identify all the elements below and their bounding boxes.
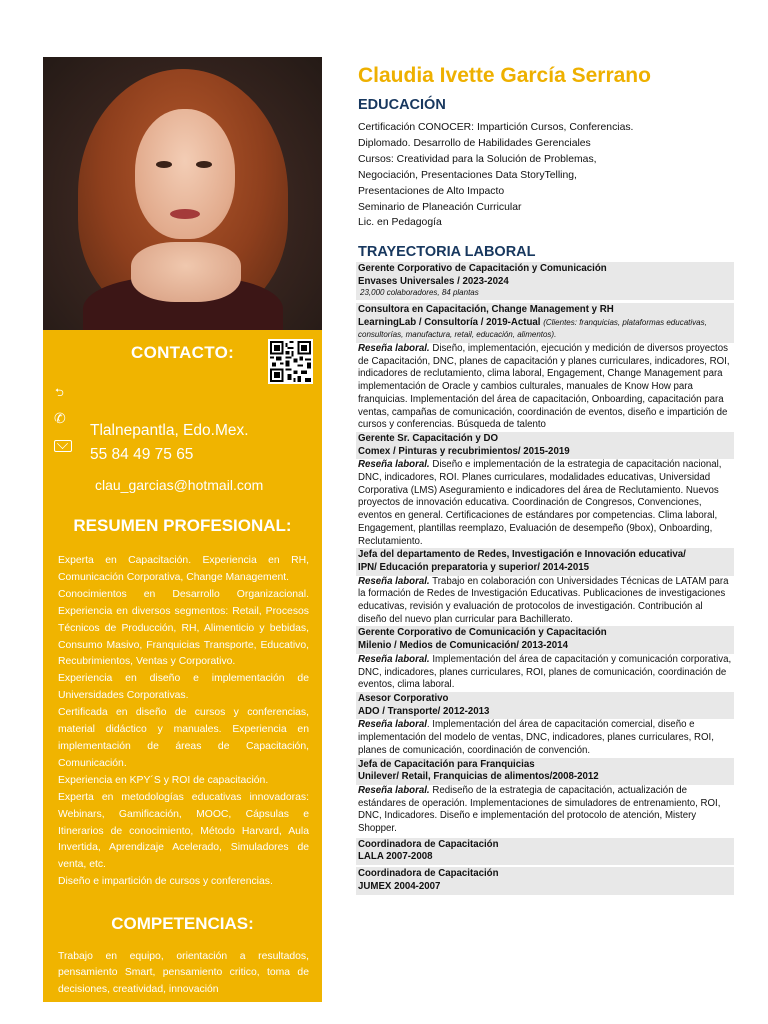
resumen-paragraph: Certificada en diseño de cursos y conferencias, material didáctico y manuales. Experiencia en implementación de áreas de Capacitación, Comunicación.	[58, 707, 309, 769]
job-desc-label: Reseña laboral.	[358, 459, 430, 471]
job-role: Jefa del departamento de Redes, Investigación e Innovación educativa/	[358, 549, 686, 561]
job-entry	[356, 262, 734, 300]
resumen-paragraph: Diseño e impartición de cursos y conferencias.	[58, 876, 273, 888]
resumen-body	[58, 553, 309, 891]
job-header	[356, 262, 734, 300]
resumen-paragraph: Conocimientos en Desarrollo Organizacional. Experiencia en diversos segmentos: Retail, Procesos Técnicos de Producción, RH, Alimenticio y bebidas, Consumo Masivo, Franquicias Transporte, Educativo, Recubrimientos, Ventas y Corporativo.	[58, 588, 309, 668]
experience-list	[356, 262, 734, 895]
location-icon: ⮌	[55, 387, 64, 399]
job-header	[356, 838, 734, 865]
job-header	[356, 626, 734, 653]
education-item: Diplomado. Desarrollo de Habilidades Gerenciales	[358, 137, 591, 149]
job-desc-label: Reseña laboral.	[358, 575, 430, 587]
job-header	[356, 432, 734, 459]
job-entry	[356, 867, 734, 894]
job-role: Gerente Sr. Capacitación y DO	[358, 432, 498, 444]
competencias-heading: COMPETENCIAS:	[111, 914, 254, 933]
job-header	[356, 303, 734, 343]
job-entry	[356, 548, 734, 626]
job-company: Comex / Pinturas y recubrimientos/ 2015-2019	[358, 445, 570, 457]
phone-icon: ✆	[54, 410, 66, 426]
qr-code[interactable]	[268, 339, 313, 384]
left-sidebar	[43, 57, 322, 1002]
contact-heading: CONTACTO:	[131, 343, 235, 362]
job-entry	[356, 432, 734, 548]
resumen-heading: RESUMEN PROFESIONAL:	[73, 516, 292, 535]
contact-email[interactable]: clau_garcias@hotmail.com	[95, 477, 264, 493]
job-entry	[356, 838, 734, 865]
job-description	[356, 576, 734, 627]
education-item: Presentaciones de Alto Impacto	[358, 185, 505, 197]
education-item: Lic. en Pedagogía	[358, 217, 442, 229]
job-role: Coordinadora de Capacitación	[358, 868, 499, 880]
job-role: Consultora en Capacitación, Change Management y RH	[358, 303, 614, 315]
resumen-paragraph: Experiencia en KPY´S y ROI de capacitación.	[58, 774, 269, 786]
education-item: Negociación, Presentaciones Data StoryTelling,	[358, 169, 577, 181]
job-desc-label: Reseña laboral.	[358, 343, 430, 355]
experience-heading: TRAYECTORIA LABORAL	[358, 244, 536, 260]
candidate-name: Claudia Ivette García Serrano	[358, 64, 651, 87]
job-description	[356, 785, 734, 836]
job-entry	[356, 626, 734, 692]
contact-phone[interactable]: 55 84 49 75 65	[90, 446, 194, 463]
job-role: Jefa de Capacitación para Franquicias	[358, 758, 535, 770]
job-company: Unilever/ Retail, Franquicias de alimentos/2008-2012	[358, 771, 599, 783]
job-desc-text: Rediseño de la estrategia de capacitación, actualización de estándares de operación. Implementaciones de simuladores de entrenamiento, ROI, DNC, Indicadores. Diseño e implementación del protocolo de atención, Mistery Shopper.	[358, 784, 721, 835]
education-list	[358, 120, 633, 231]
job-role: Coordinadora de Capacitación	[358, 838, 499, 850]
job-desc-text: Diseño e implementación de la estrategia de capacitación nacional, DNC, indicadores, ROI. Planes curriculares, modalidades educativas, Universidad Corporativa (LMS) Aseguramiento e indicadores del área de Reclutamiento. Nuevos proyectos de innovación educativa. Coordinación de Congresos, Convenciones, eventos en general. Certificaciones de estándares por competencias. Clima laboral, Engagement, plantillas reemplazo, Evaluación de desempeño (9box), Onboarding, Reclutamiento.	[358, 459, 722, 547]
education-item: Cursos: Creatividad para la Solución de Problemas,	[358, 153, 597, 165]
job-description	[356, 654, 734, 692]
job-company: JUMEX 2004-2007	[358, 880, 441, 892]
job-desc-text: Implementación del área de capacitación y comunicación corporativa, DNC, indicadores, planes curriculares, ROI, planes de comunicación, coordinación de eventos, clima laboral.	[358, 653, 732, 691]
mail-icon	[54, 440, 72, 452]
profile-photo	[43, 57, 322, 330]
job-header	[356, 758, 734, 785]
job-header	[356, 867, 734, 894]
job-role: Asesor Corporativo	[358, 693, 449, 704]
education-item: Certificación CONOCER: Impartición Cursos, Conferencias.	[358, 122, 634, 133]
job-company: IPN/ Educación preparatoria y superior/ 2014-2015	[358, 561, 589, 573]
job-company: ADO / Transporte/ 2012-2013	[358, 705, 490, 717]
job-desc-label: Reseña laboral	[358, 719, 427, 731]
resumen-paragraph: Experiencia en diseño e implementación de Universidades Corporativas.	[58, 673, 309, 702]
job-entry	[356, 758, 734, 836]
contact-location: Tlalnepantla, Edo.Mex.	[90, 422, 249, 439]
job-entry	[356, 692, 734, 758]
job-desc-label: Reseña laboral.	[358, 653, 430, 665]
job-header	[356, 548, 734, 575]
job-desc-label: Reseña laboral.	[358, 784, 430, 796]
job-company: LearningLab / Consultoría / 2019-Actual	[358, 316, 541, 328]
job-detail: 23,000 colaboradores, 84 plantas	[360, 288, 479, 298]
job-role: Gerente Corporativo de Capacitación y Comunicación	[358, 263, 607, 274]
resumen-paragraph: Experta en Capacitación. Experiencia en RH, Comunicación Corporativa, Change Management.	[58, 555, 309, 583]
education-item: Seminario de Planeación Curricular	[358, 201, 522, 213]
job-role: Gerente Corporativo de Comunicación y Capacitación	[358, 627, 607, 639]
job-description	[356, 719, 734, 757]
job-company: Milenio / Medios de Comunicación/ 2013-2014	[358, 640, 568, 652]
job-entry	[356, 303, 734, 432]
education-heading: EDUCACIÓN	[358, 97, 446, 113]
job-company: LALA 2007-2008	[358, 851, 433, 863]
competencias-body: Trabajo en equipo, orientación a resultados, pensamiento Smart, pensamiento critico, toma de decisiones, creatividad, innovación	[58, 951, 309, 995]
job-description	[356, 343, 734, 432]
job-company: Envases Universales / 2023-2024	[358, 275, 509, 287]
job-desc-text: . Implementación del área de capacitación comercial, diseño e implementación del modelo de ventas, DNC, indicadores, planes curriculares, ROI, planes de comunicación, coordinación de convención.	[358, 719, 714, 756]
job-header	[356, 692, 734, 719]
job-clients: (Clientes: franquicias, plataformas educativas, consultorías, manufactura, retail, educación, alimentos).	[358, 317, 707, 340]
job-desc-text: Diseño, implementación, ejecución y medición de diversos proyectos de Capacitación, DNC, planes de capacitación y planes curriculares, indicadores, ROI, indicadores de reclutamiento, clima laboral, Engagement, Change Management para implementación de Oracle y cambios culturales, manuales de Know How para franquicias. Implementación del área de capacitación, Onboarding, capacitación para ventas, campañas de comunicación, coordinación de eventos, diseño e impartición de cursos y conferencias. Búsqueda de talento	[358, 343, 730, 431]
job-description	[356, 459, 734, 548]
job-desc-text: Trabajo en colaboración con Universidades Técnicas de LATAM para la formación de Redes de Investigación Educativas. Publicaciones de investigaciones educativas, revisión y evaluación de protocolos de investigación. Contribución al diseño del nuevo plan curricular para Bachillerato.	[358, 575, 729, 625]
resumen-paragraph: Experta en metodologías educativas innovadoras: Webinars, Gamificación, MOOC, Cápsulas e Itinerarios de conocimiento, Método Harvard, Aula Invertida, Aprendizaje Acelerado, Simuladores de venta, etc.	[58, 791, 309, 871]
